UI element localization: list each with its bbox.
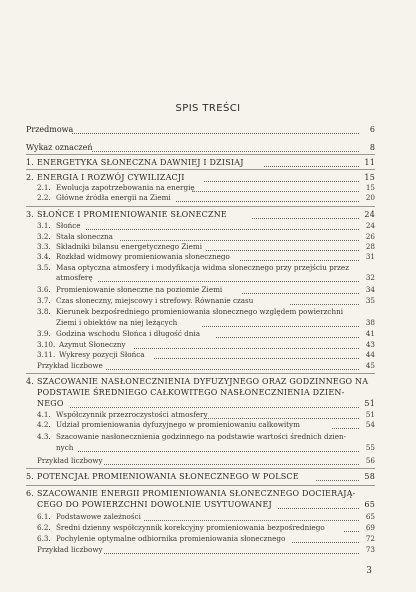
section-text: Udział promieniowania dyfuzyjnego w promieniowaniu całkowitym — [56, 420, 300, 429]
divider — [26, 206, 375, 207]
section-number: 3.8. — [37, 307, 51, 316]
chapter-title: ENERGIA I ROZWÓJ CYWILIZACJI — [37, 173, 185, 182]
section-number: 4.3. — [37, 432, 51, 441]
chapter-title-line: SZACOWANIE NASŁONECZNIENIA DYFUZYJNEGO ORAZ GODZINNEGO NA — [37, 377, 369, 386]
section-number: 3.4. — [37, 252, 51, 261]
section-number: 6.1. — [37, 512, 51, 521]
section-text: Szacowanie nasłonecznienia godzinnego na podstawie wartości średnich dzien- — [56, 432, 347, 441]
toc-example[interactable] — [26, 361, 375, 371]
section-page: 31 — [365, 252, 375, 261]
section-number: 3.6. — [37, 285, 51, 294]
section-page: 43 — [365, 340, 375, 349]
leader-dots — [206, 250, 359, 251]
divider — [26, 485, 375, 486]
section-number: 3.11. — [37, 350, 56, 359]
leader-dots — [240, 260, 359, 261]
leader-dots — [70, 407, 359, 408]
toc-section-continuation[interactable] — [26, 318, 375, 328]
section-page: 26 — [365, 232, 375, 241]
toc-section[interactable] — [26, 420, 375, 430]
toc-chapter-3[interactable] — [26, 210, 375, 220]
section-text: Słońce — [56, 221, 81, 230]
toc-section[interactable] — [26, 285, 375, 295]
leader-dots — [98, 281, 359, 282]
toc-example[interactable] — [26, 456, 375, 466]
toc-section[interactable] — [26, 329, 375, 339]
toc-chapter-5[interactable] — [26, 472, 375, 482]
chapter-title-line: CEGO DO POWIERZCHNI DOWOLNIE USYTUOWANEJ — [37, 500, 272, 509]
leader-dots — [72, 133, 359, 134]
toc-section-wrapped[interactable] — [26, 307, 375, 317]
section-text: Rozkład widmowy promieniowania słonecznego — [56, 252, 230, 261]
leader-dots — [278, 508, 359, 509]
toc-section[interactable] — [26, 193, 375, 203]
section-number: 3.2. — [37, 232, 51, 241]
section-page: 51 — [365, 410, 375, 419]
toc-section[interactable] — [26, 523, 375, 533]
toc-section[interactable] — [26, 183, 375, 193]
section-number: 2.1. — [37, 183, 51, 192]
leader-dots — [134, 348, 359, 349]
chapter-number: 1. — [26, 158, 35, 167]
toc-section[interactable] — [26, 340, 375, 350]
section-page: 65 — [365, 512, 375, 521]
section-number: 4.2. — [37, 420, 51, 429]
section-number: 3.9. — [37, 329, 51, 338]
chapter-title: ENERGETYKA SŁONECZNA DAWNIEJ I DZISIAJ — [37, 158, 244, 167]
section-text: Przykład liczbowy — [37, 456, 103, 465]
section-text: Ewolucja zapotrzebowania na energię — [56, 183, 195, 192]
leader-dots — [252, 218, 359, 219]
toc-chapter-4-line2[interactable] — [26, 388, 375, 398]
section-text: Podstawowe zależności — [56, 512, 141, 521]
section-text: Kierunek bezpośredniego promieniowania słonecznego względem powierzchni — [56, 307, 343, 316]
divider — [26, 154, 375, 155]
leader-dots — [290, 304, 359, 305]
toc-section[interactable] — [26, 350, 375, 360]
toc-chapter-6[interactable] — [26, 489, 375, 499]
leader-dots — [106, 369, 359, 370]
toc-chapter-1[interactable] — [26, 158, 375, 168]
toc-chapter-6-line2[interactable] — [26, 500, 375, 510]
toc-entry-symbols[interactable] — [26, 143, 375, 153]
section-page: 69 — [365, 523, 375, 532]
leader-dots — [204, 181, 359, 182]
page-title: SPIS TREŚCI — [175, 103, 241, 114]
leader-dots — [216, 337, 359, 338]
section-text: Pochylenie optymalne odbiornika promieniowania słonecznego — [56, 534, 286, 543]
leader-dots — [192, 191, 359, 192]
leader-dots — [154, 358, 359, 359]
section-page: 56 — [365, 456, 375, 465]
leader-dots — [144, 520, 359, 521]
leader-dots — [344, 531, 359, 532]
chapter-number: 6. — [26, 489, 35, 498]
toc-section[interactable] — [26, 221, 375, 231]
chapter-page: 65 — [364, 500, 375, 509]
toc-section[interactable] — [26, 296, 375, 306]
leader-dots — [104, 464, 359, 465]
chapter-number: 5. — [26, 472, 35, 481]
leader-dots — [242, 293, 359, 294]
section-text: Średni dzienny współczynnik korekcyjny promieniowania bezpośredniego — [56, 523, 325, 532]
toc-section[interactable] — [26, 410, 375, 420]
leader-dots — [78, 451, 359, 452]
section-page: 20 — [365, 193, 375, 202]
leader-dots — [92, 151, 359, 152]
section-text: Promieniowanie słoneczne na poziomie Ziemi — [56, 285, 223, 294]
section-page: 28 — [365, 242, 375, 251]
chapter-page: 15 — [364, 173, 375, 182]
section-page: 24 — [365, 221, 375, 230]
section-number: 2.2. — [37, 193, 51, 202]
toc-entry-preface[interactable] — [26, 125, 375, 135]
section-text: Współczynnik przezroczystości atmosfery — [56, 410, 208, 419]
leader-dots — [86, 229, 359, 230]
section-page: 35 — [365, 296, 375, 305]
chapter-page: 51 — [364, 399, 375, 408]
toc-section-wrapped[interactable] — [26, 432, 375, 442]
section-page: 45 — [365, 361, 375, 370]
section-page: 72 — [365, 534, 375, 543]
chapter-number: 2. — [26, 173, 35, 182]
section-number: 3.5. — [37, 263, 51, 272]
toc-section-wrapped[interactable] — [26, 263, 375, 273]
leader-dots — [204, 418, 359, 419]
section-page: 55 — [365, 443, 375, 452]
section-number: 6.3. — [37, 534, 51, 543]
section-number: 4.1. — [37, 410, 51, 419]
section-page: 34 — [365, 285, 375, 294]
section-page: 54 — [365, 420, 375, 429]
chapter-number: 3. — [26, 210, 35, 219]
leader-dots — [332, 428, 359, 429]
toc-chapter-4-line3[interactable] — [26, 399, 375, 409]
section-page: 41 — [365, 329, 375, 338]
chapter-title-line: SZACOWANIE ENERGII PROMIENIOWANIA SŁONECZNEGO DOCIERAJĄ- — [37, 489, 356, 498]
section-text: Azymut Słoneczny — [59, 340, 126, 349]
section-text-cont: atmosferę — [56, 273, 93, 282]
leader-dots — [292, 542, 359, 543]
toc-chapter-2[interactable] — [26, 173, 375, 183]
leader-dots — [202, 326, 359, 327]
chapter-page: 11 — [364, 158, 375, 167]
section-text-cont: nych — [56, 443, 74, 452]
section-text: Masa optyczna atmosfery i modyfikacja widma słonecznego przy przejściu przez — [56, 263, 349, 272]
chapter-number: 4. — [26, 377, 35, 386]
chapter-title: POTENCJAŁ PROMIENIOWANIA SŁONECZNEGO W POLSCE — [37, 472, 299, 481]
divider — [26, 373, 375, 374]
leader-dots — [316, 480, 359, 481]
toc-chapter-4[interactable] — [26, 377, 375, 387]
section-text: Stała słoneczna — [56, 232, 113, 241]
chapter-title: SŁOŃCE I PROMIENIOWANIE SŁONECZNE — [37, 210, 227, 219]
toc-section[interactable] — [26, 512, 375, 522]
section-page: 38 — [365, 318, 375, 327]
toc-section[interactable] — [26, 534, 375, 544]
chapter-title-line: PODSTAWIE ŚREDNIEGO CAŁKOWITEGO NASŁONECZNIENIA DZIEN- — [37, 388, 345, 397]
section-text: Główne źródła energii na Ziemi — [56, 193, 171, 202]
entry-text: Wykaz oznaczeń — [26, 143, 93, 152]
section-number: 3.7. — [37, 296, 51, 305]
chapter-page: 58 — [364, 472, 375, 481]
entry-text: Przedmowa — [26, 125, 74, 134]
leader-dots — [120, 240, 359, 241]
chapter-title-line: NEGO — [37, 399, 64, 408]
leader-dots — [264, 166, 359, 167]
toc-section[interactable] — [26, 232, 375, 242]
leader-dots — [104, 553, 359, 554]
section-page: 44 — [365, 350, 375, 359]
section-page: 73 — [365, 545, 375, 554]
section-text: Przykład liczbowe — [37, 361, 103, 370]
toc-section[interactable] — [26, 242, 375, 252]
section-number: 3.1. — [37, 221, 51, 230]
toc-section[interactable] — [26, 252, 375, 262]
page-number: 3 — [366, 566, 372, 576]
section-text: Składniki bilansu energetycznego Ziemi — [56, 242, 203, 251]
toc-section-continuation[interactable] — [26, 273, 375, 283]
section-text-cont: Ziemi i obiektów na niej leżących — [56, 318, 178, 327]
leader-dots — [176, 201, 359, 202]
section-number: 6.2. — [37, 523, 51, 532]
toc-example[interactable] — [26, 545, 375, 555]
toc-section-continuation[interactable] — [26, 443, 375, 453]
section-text: Czas słoneczny, miejscowy i strefowy. Równanie czasu — [56, 296, 254, 305]
entry-page: 6 — [369, 125, 375, 134]
section-page: 32 — [365, 273, 375, 282]
section-text: Przykład liczbowy — [37, 545, 103, 554]
divider — [26, 169, 375, 170]
section-number: 3.10. — [37, 340, 56, 349]
section-text: Wykresy pozycji Słońca — [59, 350, 145, 359]
entry-page: 8 — [369, 143, 375, 152]
section-text: Godzina wschodu Słońca i długość dnia — [56, 329, 200, 338]
section-number: 3.3. — [37, 242, 51, 251]
section-page: 15 — [365, 183, 375, 192]
divider — [26, 468, 375, 469]
chapter-page: 24 — [364, 210, 375, 219]
